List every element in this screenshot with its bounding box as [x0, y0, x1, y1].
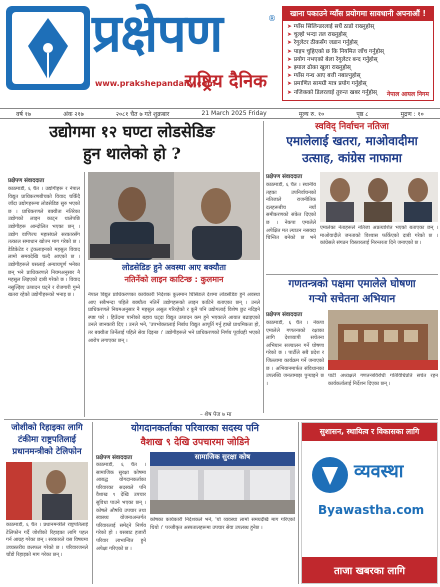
election-body-2: एमालेका नेताहरूले नतिजा अप्रत्याशित भएको बताएका छन् । माओवादीले जनताको विश्वास फर्किएको दाबी गरेको छ । कांग्रेसले संगठन विस्तारलाई निरन्तरता दिने जनाएको छ ।: [320, 225, 438, 247]
leaders-photo-icon: [320, 172, 438, 222]
extra-label: मुद्रण : १०: [400, 110, 424, 118]
election-article: [266, 121, 438, 167]
gas-safety-ad: [282, 6, 434, 101]
lead-photo: [88, 172, 260, 260]
caption-line1: लोडसेडिङ हुने अवस्था आए बक्यौता: [122, 263, 226, 272]
ad-signature: नेपाल आयल निगम: [386, 91, 429, 98]
party-leaders-photo: [320, 172, 438, 222]
joshi-article: [4, 422, 90, 458]
byawastha-logo-icon: [310, 455, 350, 495]
ssf-body-2: कोषका कार्यकारी निर्देशकले भने, 'यो व्यवस्था लामो समयदेखि माग गरिएको थियो ।' पञ्जीकृत अस्पतालहरूमा उपचार सेवा उपलब्ध हुनेछ ।: [150, 517, 295, 531]
ssf-signboard: सामाजिक सुरक्षा कोष: [194, 453, 251, 461]
bottom-divider-2: [298, 422, 299, 584]
ssf-byline: प्रक्षेपण संवाददाता: [96, 455, 133, 461]
pen-nib-logo-icon: [6, 6, 90, 90]
dateline-bar: [0, 108, 440, 119]
republic-byline: प्रक्षेपण संवाददाता: [266, 312, 303, 318]
republic-article: [266, 277, 438, 307]
lead-headline-line2[interactable]: हुन थालेको हो ?: [83, 144, 181, 163]
election-kicker: स्वविद् निर्वाचन नतिजा: [315, 122, 389, 132]
election-headline-line2[interactable]: उत्साह, कांग्रेस नाफामा: [302, 151, 402, 165]
site-url-link[interactable]: www.prakshepandaily.com: [95, 79, 216, 88]
date-english: 21 March 2025 Friday: [201, 110, 267, 117]
election-byline: प्रक्षेपण संवाददाता: [266, 174, 303, 180]
column-divider: [84, 172, 85, 417]
lead-body: नेपाल विद्युत प्राधिकरणका कार्यकारी निर्देशक कुलमान घिसिङले देशमा लोडसेडिङ हुने अवस्था आए सबैभन्दा पहिले बक्यौता नतिर्ने उद्योगहरूको लाइन काटिने बताएका छन् । उनले प्राधिकरणले नियमअनुसार नै महसुल असुल गरिरहेको र कुनै पनि उद्योगलाई विशेष छुट नदिइने स्पष्ट पारे । हिउँदमा पानीको बहाव घट्दा विद्युत उत्पादन कम हुने भएकाले आयात बढाइएको उनले जानकारी दिए । उनले भने, 'उपभोक्तालाई निर्बाध विद्युत आपूर्ति गर्नु हाम्रो प्राथमिकता हो, तर बक्यौता तिर्नेलाई पहिले सेवा दिइन्छ ।' उद्योगीहरूले भने प्राधिकरणको निर्णय पूर्वाग्रही भएको आरोप लगाएका छन् ।: [88, 292, 260, 344]
officials-photo-icon: [88, 172, 260, 260]
republic-headline-line1[interactable]: गणतन्त्रको पक्षमा एमालेले घोषणा: [288, 278, 416, 290]
list-item: ➤ ग्याँस सिलिन्डरलाई सधैं ठाडो राख्नुहोस्: [287, 23, 429, 31]
party-office-photo: [328, 310, 438, 370]
lead-column-1: काठमाडौं, ६ चैत । उद्योगीहरू र नेपाल विद्युत प्राधिकरणबीचको विवाद चर्किँदै जाँदा उद्योगहरूमा लोडसेडिङ सुरु भएको छ । प्राधिकरणले बक्यौता नतिरेका उद्योगको लाइन काट्न थालेपछि उद्योगीहरू आन्दोलित भएका छन् । उद्योग वाणिज्य महासंघले सरकारसँग तत्काल समाधान खोज्न माग गरेको छ । डेडिकेटेड र ट्रंकलाइनको महसुल विवाद लामो समयदेखि चल्दै आएको छ । उद्योगीहरूले यसलाई अन्यायपूर्ण भनेका छन् भने प्राधिकरणले नियमअनुसार नै महसुल लिइएको दाबी गरेको छ । विवाद नसुल्झिए उत्पादन घट्ने र रोजगारी गुम्ने खतरा रहेको उद्योगीहरूको भनाइ छ ।: [8, 186, 80, 299]
date-nepali: २०८१ चैत ७ गते शुक्रबार: [115, 110, 170, 118]
lead-headline-line1[interactable]: उद्योगमा १२ घण्टा लोडसेडिङ: [49, 122, 215, 141]
ad-brand: व्यवस्था: [354, 461, 404, 482]
list-item: ➤ झ्याल ढोका खुला राख्नुहोस्: [287, 64, 429, 72]
election-headline-line1[interactable]: एमालेलाई खतरा, माओवादीमा: [286, 134, 418, 148]
lead-photo-caption: [88, 262, 260, 290]
ssf-article: [95, 422, 295, 450]
republic-body-2: पार्टी अध्यक्षले गणतन्त्रविरोधी गतिविधिप्रति सचेत रहन कार्यकर्तालाई निर्देशन दिएका छन् ।: [328, 373, 438, 387]
ssf-headline-line2[interactable]: वैशाख ९ देखि उपचारमा जोडिने: [140, 437, 250, 448]
bottom-divider-1: [92, 422, 93, 584]
republic-headline-line2[interactable]: गर्‍यो सचेतना अभियान: [308, 293, 396, 305]
ad-url[interactable]: Byawastha.com: [318, 503, 425, 517]
list-item: ➤ ग्याँस गन्ध आए बत्ती नबाल्नुहोस्: [287, 72, 429, 80]
logo-wordmark: प्रक्षेपण: [92, 4, 223, 64]
year-label: वर्ष १७: [16, 110, 32, 118]
republic-body: काठमाडौं, ६ चैत । नेकपा एमालेले गणतन्त्रको रक्षाका लागि देशव्यापी सचेतना अभियान सञ्चालन गर्ने घोषणा गरेको छ । पार्टीले सबै प्रदेश र जिल्लामा कार्यक्रम गर्ने जनाएको छ । अभियानमार्फत संविधानका उपलब्धि जनतामाझ पुर्‍याइने छ ।: [266, 320, 324, 387]
joshi-headline-line1[interactable]: जोशीको रिहाइका लागि: [11, 423, 83, 433]
joshi-headline-line3[interactable]: प्रधानमन्त्रीको टेलिफोन: [12, 447, 82, 457]
byawastha-ad[interactable]: [301, 422, 438, 584]
registered-mark: ®: [268, 14, 276, 23]
ad-body: [302, 441, 437, 541]
list-item: ➤ चुल्हो भन्दा तल राख्नुहोस्: [287, 31, 429, 39]
price-label: मूल्य रु. १०: [298, 110, 325, 118]
gas-safety-ad-title: खाना पकाउने ग्याँस प्रयोगमा सावधानी अपनाऔं !: [283, 7, 433, 21]
list-item: ➤ नजिकको डिलरलाई तुरुन्त खबर गर्नुहोस्: [287, 89, 429, 97]
lead-continued[interactable]: – शेष पेज ७ मा: [200, 412, 232, 418]
list-item: ➤ रेगुलेटर ठीकसँग जडान गर्नुहोस्: [287, 39, 429, 47]
tagline: राष्ट्रिय दैनिक: [185, 71, 267, 92]
ssf-headline-line1[interactable]: योगदानकर्ताका परिवारका सदस्य पनि: [131, 423, 259, 434]
pm-photo: [6, 462, 88, 520]
lead-byline: प्रक्षेपण संवाददाता: [8, 178, 45, 184]
list-item: ➤ प्रयोग नभएको बेला रेगुलेटर बन्द गर्नुहोस्: [287, 56, 429, 64]
list-item: ➤ प्रमाणित सामग्री मात्र प्रयोग गर्नुहोस्: [287, 80, 429, 88]
ad-banner: सुशासन, स्थायित्व र विकासका लागि: [302, 423, 437, 441]
joshi-body: काठमाडौं, ६ चैत । प्रधानमन्त्रीले राष्ट्रपतिलाई टेलिफोन गर्दै जोशीको रिहाइका लागि पहल गर्न आग्रह गरेका छन् । सरकारले यस विषयमा उच्चस्तरीय छलफल गरेको छ । परिवारजनले चाँडो रिहाइको माग गरेका छन् ।: [6, 522, 88, 559]
ad-footer: ताजा खबरका लागि: [302, 557, 437, 583]
gas-safety-list: [283, 21, 433, 99]
caption-line2: नतिर्नेको लाइन काटिन्छ : कुलमान: [124, 275, 224, 284]
list-item: ➤ पाइप चुहिएको छ कि नियमित जाँच गर्नुहोस्: [287, 48, 429, 56]
prime-minister-photo-icon: [6, 462, 88, 520]
page-divider-center: [263, 121, 264, 413]
joshi-headline-line2[interactable]: टंकीमा राष्ट्रपतिलाई: [18, 435, 76, 445]
ssf-office-photo: [150, 452, 295, 514]
pages-label: पृष्ठ ८: [356, 110, 369, 118]
building-photo-icon: [328, 310, 438, 370]
election-body: काठमाडौं, ६ चैत । स्थानीय तहका उपनिर्वाचनको नतिजाले राजनीतिक दलहरूबीच नयाँ समीकरणको संकेत दिएको छ । नेकपा एमालेले अपेक्षित मत ल्याउन नसक्दा चिन्तित बनेको छ भने: [266, 182, 316, 242]
page-divider-horizontal: [4, 419, 438, 420]
masthead: [0, 0, 440, 107]
issue-label: अंक २१७: [63, 110, 84, 118]
ssf-body: काठमाडौं, ६ चैत । सामाजिक सुरक्षा कोषमा आबद्ध योगदानकर्ताका परिवारका सदस्यले पनि वैशाख ९ देखि उपचार सुविधा पाउने भएका छन् । कोषले औषधि उपचार तथा स्वास्थ्य योजनाअन्तर्गत परिवारलाई समेट्ने निर्णय गरेको हो । यसबाट हजारौं परिवार लाभान्वित हुने अपेक्षा गरिएको छ ।: [96, 462, 146, 552]
section-divider: [266, 274, 438, 275]
